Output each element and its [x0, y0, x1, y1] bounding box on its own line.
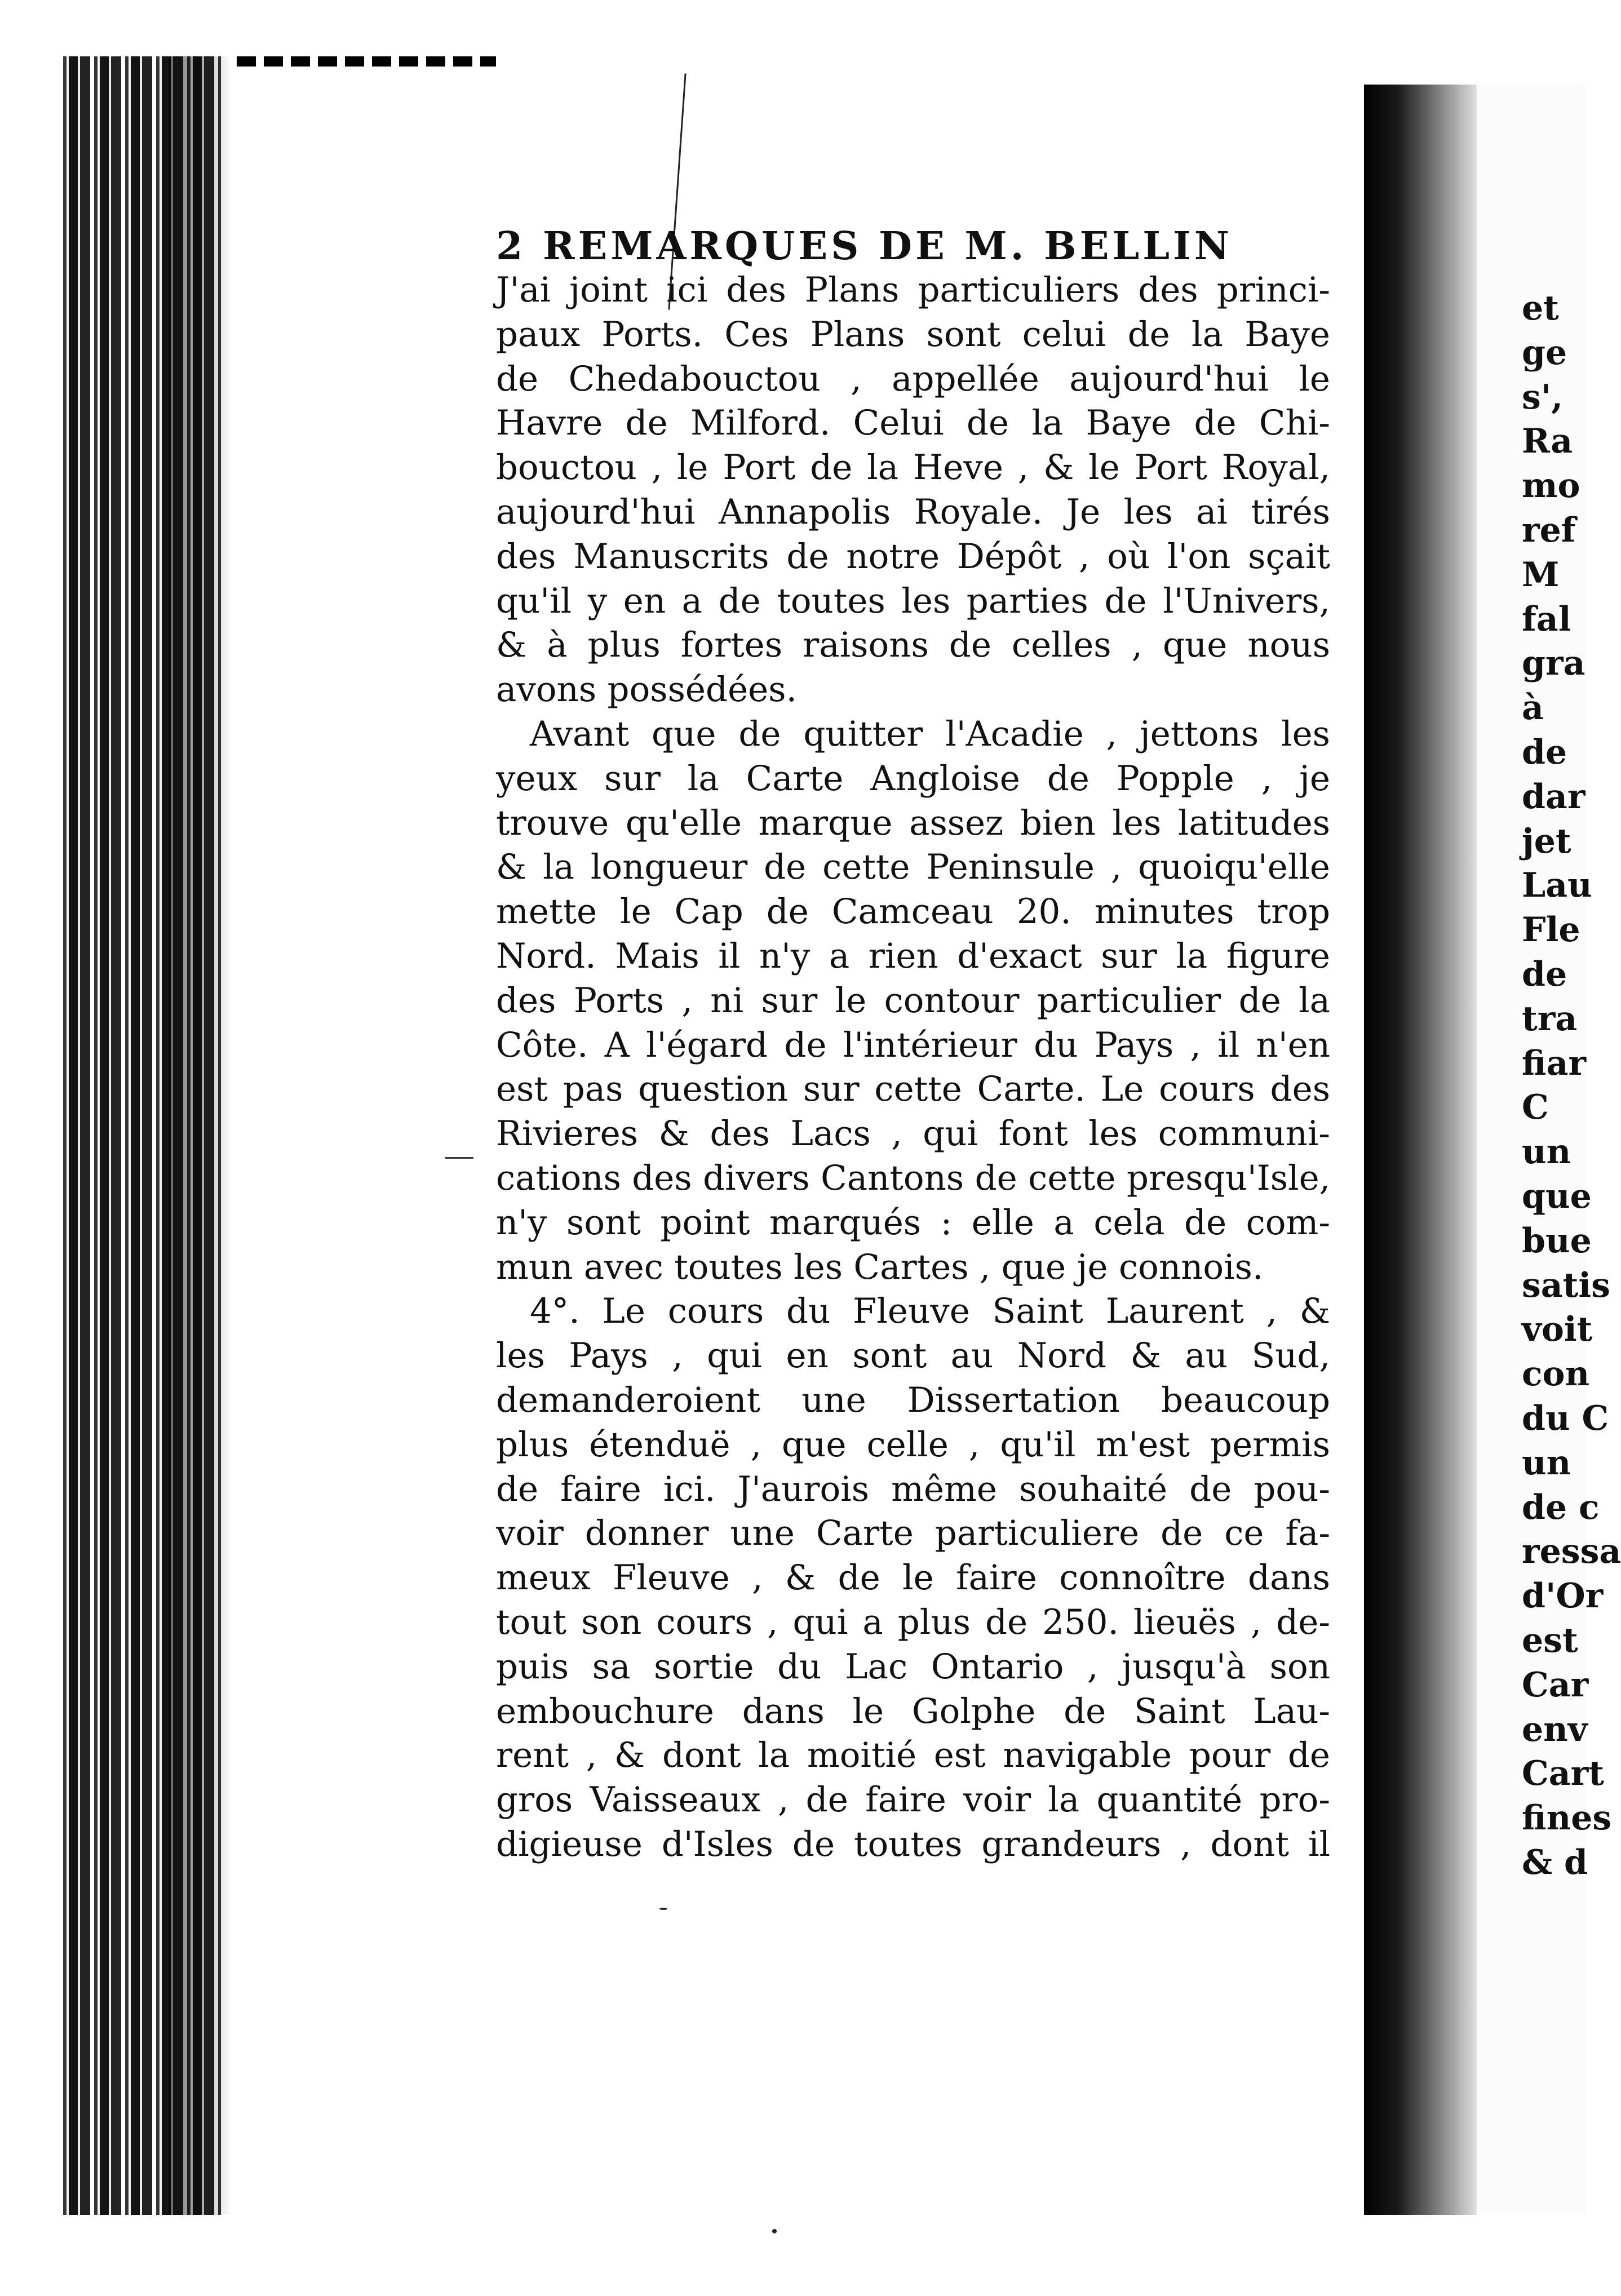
- text-line: qu'il y en a de toutes les parties de l'Univers,: [496, 580, 1330, 621]
- facing-page-fragment: que: [1522, 1176, 1592, 1216]
- facing-page-fragment: tra: [1522, 999, 1578, 1039]
- facing-page-fragment: à: [1522, 688, 1544, 728]
- facing-page-fragment: Car: [1522, 1665, 1589, 1705]
- text-line: des Manuscrits de notre Dépôt , où l'on sçait: [496, 536, 1330, 577]
- facing-page-fragment: d'Or: [1522, 1576, 1604, 1616]
- facing-page-fragment: du C: [1522, 1398, 1609, 1438]
- facing-page-fragment: un: [1522, 1132, 1571, 1172]
- facing-page-fragment: env: [1522, 1709, 1588, 1749]
- text-line: de Chedabouctou , appellée aujourd'hui le: [496, 358, 1330, 399]
- text-line: mette le Cap de Camceau 20. minutes trop: [496, 892, 1330, 932]
- text-line: & la longueur de cette Peninsule , quoiqu'elle: [496, 847, 1330, 888]
- binding-shadow-fade: [169, 56, 231, 2215]
- text-line: puis sa sortie du Lac Ontario , jusqu'à son: [496, 1646, 1330, 1687]
- facing-page-fragment: & d: [1522, 1842, 1588, 1882]
- facing-page-fragment: jet: [1522, 821, 1571, 861]
- page-body-text: [496, 268, 1330, 1867]
- text-line: cations des divers Cantons de cette presqu'Isle,: [496, 1158, 1331, 1198]
- facing-page-fragment: un: [1522, 1443, 1571, 1483]
- ink-speck: [659, 1908, 667, 1910]
- text-line: de faire ici. J'aurois même souhaité de pou-: [496, 1469, 1330, 1509]
- text-line: aujourd'hui Annapolis Royale. Je les ai tirés: [496, 491, 1330, 532]
- text-line: meux Fleuve , & de le faire connoître dans: [496, 1558, 1330, 1598]
- facing-page-fragment: mo: [1522, 466, 1580, 506]
- book-page: [496, 224, 1330, 1867]
- facing-page-fragment: M: [1522, 555, 1560, 595]
- text-line: plus étenduë , que celle , qu'il m'est permis: [496, 1424, 1330, 1465]
- facing-page-fragment: fiar: [1522, 1043, 1587, 1083]
- facing-page-fragment: Lau: [1522, 866, 1592, 906]
- text-line: J'ai joint ici des Plans particuliers des princi-: [496, 270, 1330, 310]
- running-head: 2 REMARQUES DE M. BELLIN: [496, 224, 1233, 269]
- scan-registration-marks: [237, 56, 496, 67]
- facing-page-fragment: bue: [1522, 1221, 1592, 1261]
- facing-page-fragment: est: [1522, 1620, 1578, 1660]
- ink-speck: [772, 2229, 777, 2233]
- facing-page-fragment: Fle: [1522, 910, 1580, 950]
- text-line: & à plus fortes raisons de celles , que nous: [496, 625, 1330, 666]
- text-line: gros Vaisseaux , de faire voir la quantité pro-: [496, 1780, 1330, 1820]
- text-line: paux Ports. Ces Plans sont celui de la Baye: [496, 314, 1330, 354]
- text-line: n'y sont point marqués : elle a cela de com-: [496, 1202, 1330, 1243]
- facing-page-text: [1522, 286, 1621, 1885]
- facing-page-fragment: Ra: [1522, 422, 1573, 462]
- facing-page-fragment: de: [1522, 732, 1567, 772]
- text-line: Avant que de quitter l'Acadie , jettons les: [530, 713, 1330, 754]
- binding-shadow-right: [1364, 85, 1477, 2215]
- facing-page-fragment: de: [1522, 954, 1567, 994]
- facing-page-fragment: dar: [1522, 777, 1585, 817]
- facing-page-fragment: voit: [1522, 1310, 1593, 1350]
- text-line: trouve qu'elle marque assez bien les latitudes: [496, 803, 1330, 843]
- text-line: est pas question sur cette Carte. Le cours des: [496, 1069, 1330, 1110]
- text-line: Côte. A l'égard de l'intérieur du Pays , il n'en: [496, 1025, 1330, 1065]
- text-line: Havre de Milford. Celui de la Baye de Chi-: [496, 403, 1330, 444]
- facing-page-fragment: gra: [1522, 644, 1585, 684]
- facing-page-fragment: de c: [1522, 1487, 1600, 1527]
- text-line: les Pays , qui en sont au Nord & au Sud,: [496, 1336, 1330, 1376]
- facing-page-fragment: ge: [1522, 333, 1567, 373]
- margin-mark: [445, 1157, 473, 1159]
- facing-page-fragment: s',: [1522, 377, 1564, 417]
- text-line: des Ports , ni sur le contour particulier de la: [496, 980, 1330, 1021]
- facing-page-fragment: Cart: [1522, 1754, 1604, 1794]
- facing-page-fragment: et: [1522, 289, 1559, 328]
- text-line: 4°. Le cours du Fleuve Saint Laurent , &: [530, 1291, 1330, 1332]
- text-line: yeux sur la Carte Angloise de Popple , je: [496, 758, 1330, 799]
- text-line: avons possédées.: [496, 670, 797, 710]
- facing-page-fragment: fal: [1522, 599, 1571, 639]
- facing-page-fragment: fines: [1522, 1798, 1612, 1838]
- facing-page-fragment: con: [1522, 1354, 1590, 1394]
- text-line: embouchure dans le Golphe de Saint Lau-: [496, 1691, 1330, 1731]
- text-line: demanderoient une Dissertation beaucoup: [496, 1380, 1330, 1420]
- text-line: rent , & dont la moitié est navigable pour de: [496, 1735, 1330, 1776]
- text-line: Nord. Mais il n'y a rien d'exact sur la figure: [496, 936, 1330, 976]
- facing-page-fragment: C: [1522, 1088, 1549, 1128]
- facing-page-fragment: ref: [1522, 510, 1576, 550]
- text-line: bouctou , le Port de la Heve , & le Port Royal,: [496, 447, 1330, 488]
- facing-page-fragment: ressa: [1522, 1532, 1621, 1572]
- text-line: tout son cours , qui a plus de 250. lieuës , de-: [496, 1602, 1330, 1642]
- text-line: digieuse d'Isles de toutes grandeurs , dont il: [496, 1824, 1330, 1864]
- facing-page-fragment: satis: [1522, 1265, 1610, 1305]
- text-line: voir donner une Carte particuliere de ce fa-: [496, 1513, 1330, 1554]
- text-line: Rivieres & des Lacs , qui font les communi-: [496, 1114, 1330, 1154]
- text-line: mun avec toutes les Cartes , que je connois.: [496, 1247, 1264, 1287]
